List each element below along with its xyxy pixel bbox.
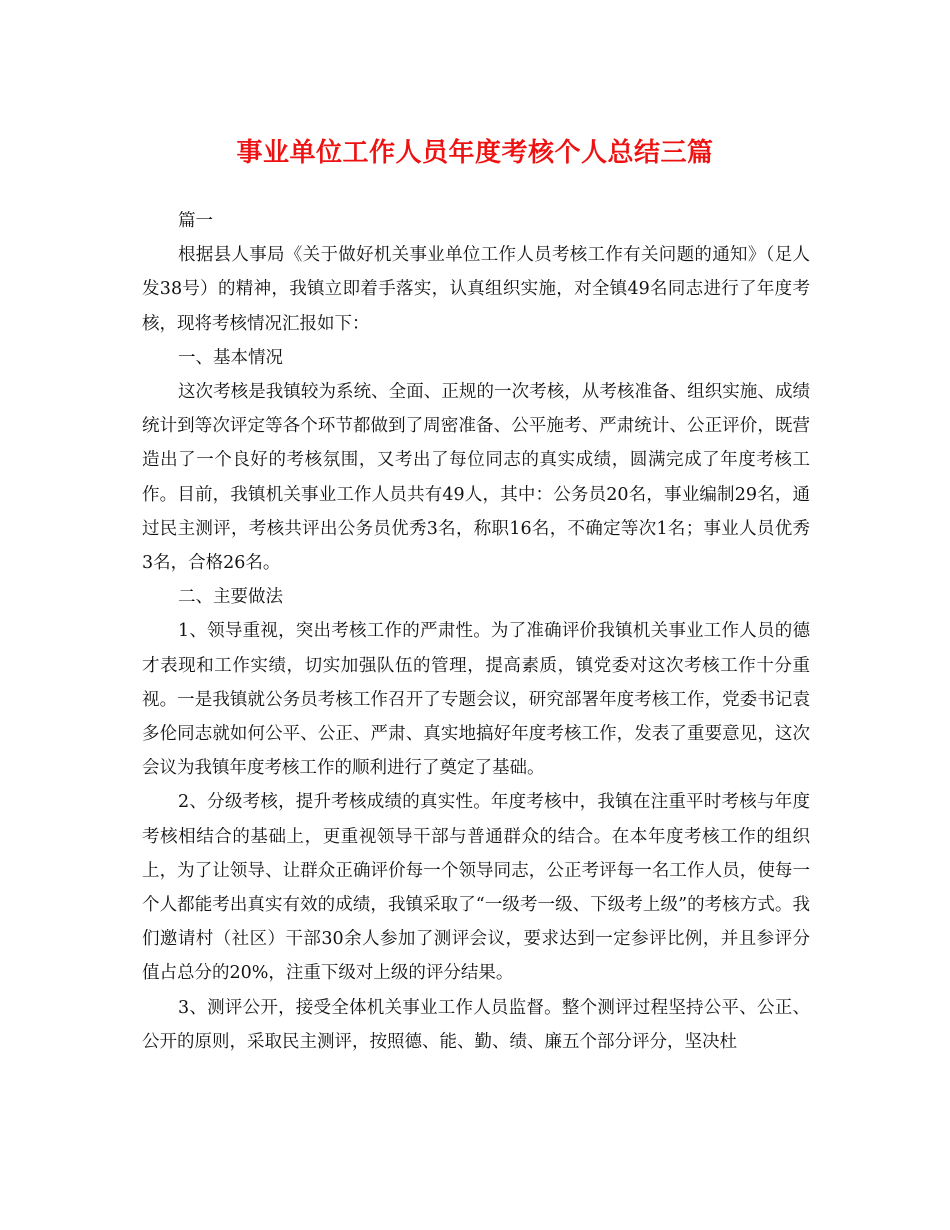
section-heading-main-practices: 二、主要做法	[178, 587, 283, 608]
intro-paragraph: 根据县人事局《关于做好机关事业单位工作人员考核工作有关问题的通知》（足人发38号）的精神，我镇立即着手落实，认真组织实施，对全镇49名同志进行了年度考核，现将考核情况汇报如下：	[142, 245, 810, 334]
document-body	[142, 204, 810, 1059]
section-heading-part-one: 篇一	[178, 211, 213, 231]
document-title: 事业单位工作人员年度考核个人总结三篇	[236, 138, 714, 168]
basic-situation-paragraph: 这次考核是我镇较为系统、全面、正规的一次考核，从考核准备、组织实施、成绩统计到等次评定等各个环节都做到了周密准备、公平施考、严肃统计、公正评价，既营造出了一个良好的考核氛围，又考出了每位同志的真实成绩，圆满完成了年度考核工作。目前，我镇机关事业工作人员共有49人，其中：公务员20名，事业编制29名，通过民主测评，考核共评出公务员优秀3名，称职16名，不确定等次1名；事业人员优秀3名，合格26名。	[142, 382, 810, 574]
section-heading-basic-situation: 一、基本情况	[178, 347, 283, 368]
practice-item-1-paragraph: 1、领导重视，突出考核工作的严肃性。为了准确评价我镇机关事业工作人员的德才表现和工作实绩，切实加强队伍的管理，提高素质，镇党委对这次考核工作十分重视。一是我镇就公务员考核工作召开了专题会议，研究部署年度考核工作，党委书记袁多伦同志就如何公平、公正、严肃、真实地搞好年度考核工作，发表了重要意见，这次会议为我镇年度考核工作的顺利进行了奠定了基础。	[142, 621, 810, 779]
practice-item-3-paragraph: 3、测评公开，接受全体机关事业工作人员监督。整个测评过程坚持公平、公正、公开的原则，采取民主测评，按照德、能、勤、绩、廉五个部分评分，坚决杜	[142, 997, 810, 1052]
practice-item-2-paragraph: 2、分级考核，提升考核成绩的真实性。年度考核中，我镇在注重平时考核与年度考核相结合的基础上，更重视领导干部与普通群众的结合。在本年度考核工作的组织上，为了让领导、让群众正确评价每一个领导同志，公正考评每一名工作人员，使每一个人都能考出真实有效的成绩，我镇采取了“一级考一级、下级考上级”的考核方式。我们邀请村（社区）干部30余人参加了测评会议，要求达到一定参评比例，并且参评分值占总分的20%，注重下级对上级的评分结果。	[142, 792, 810, 984]
